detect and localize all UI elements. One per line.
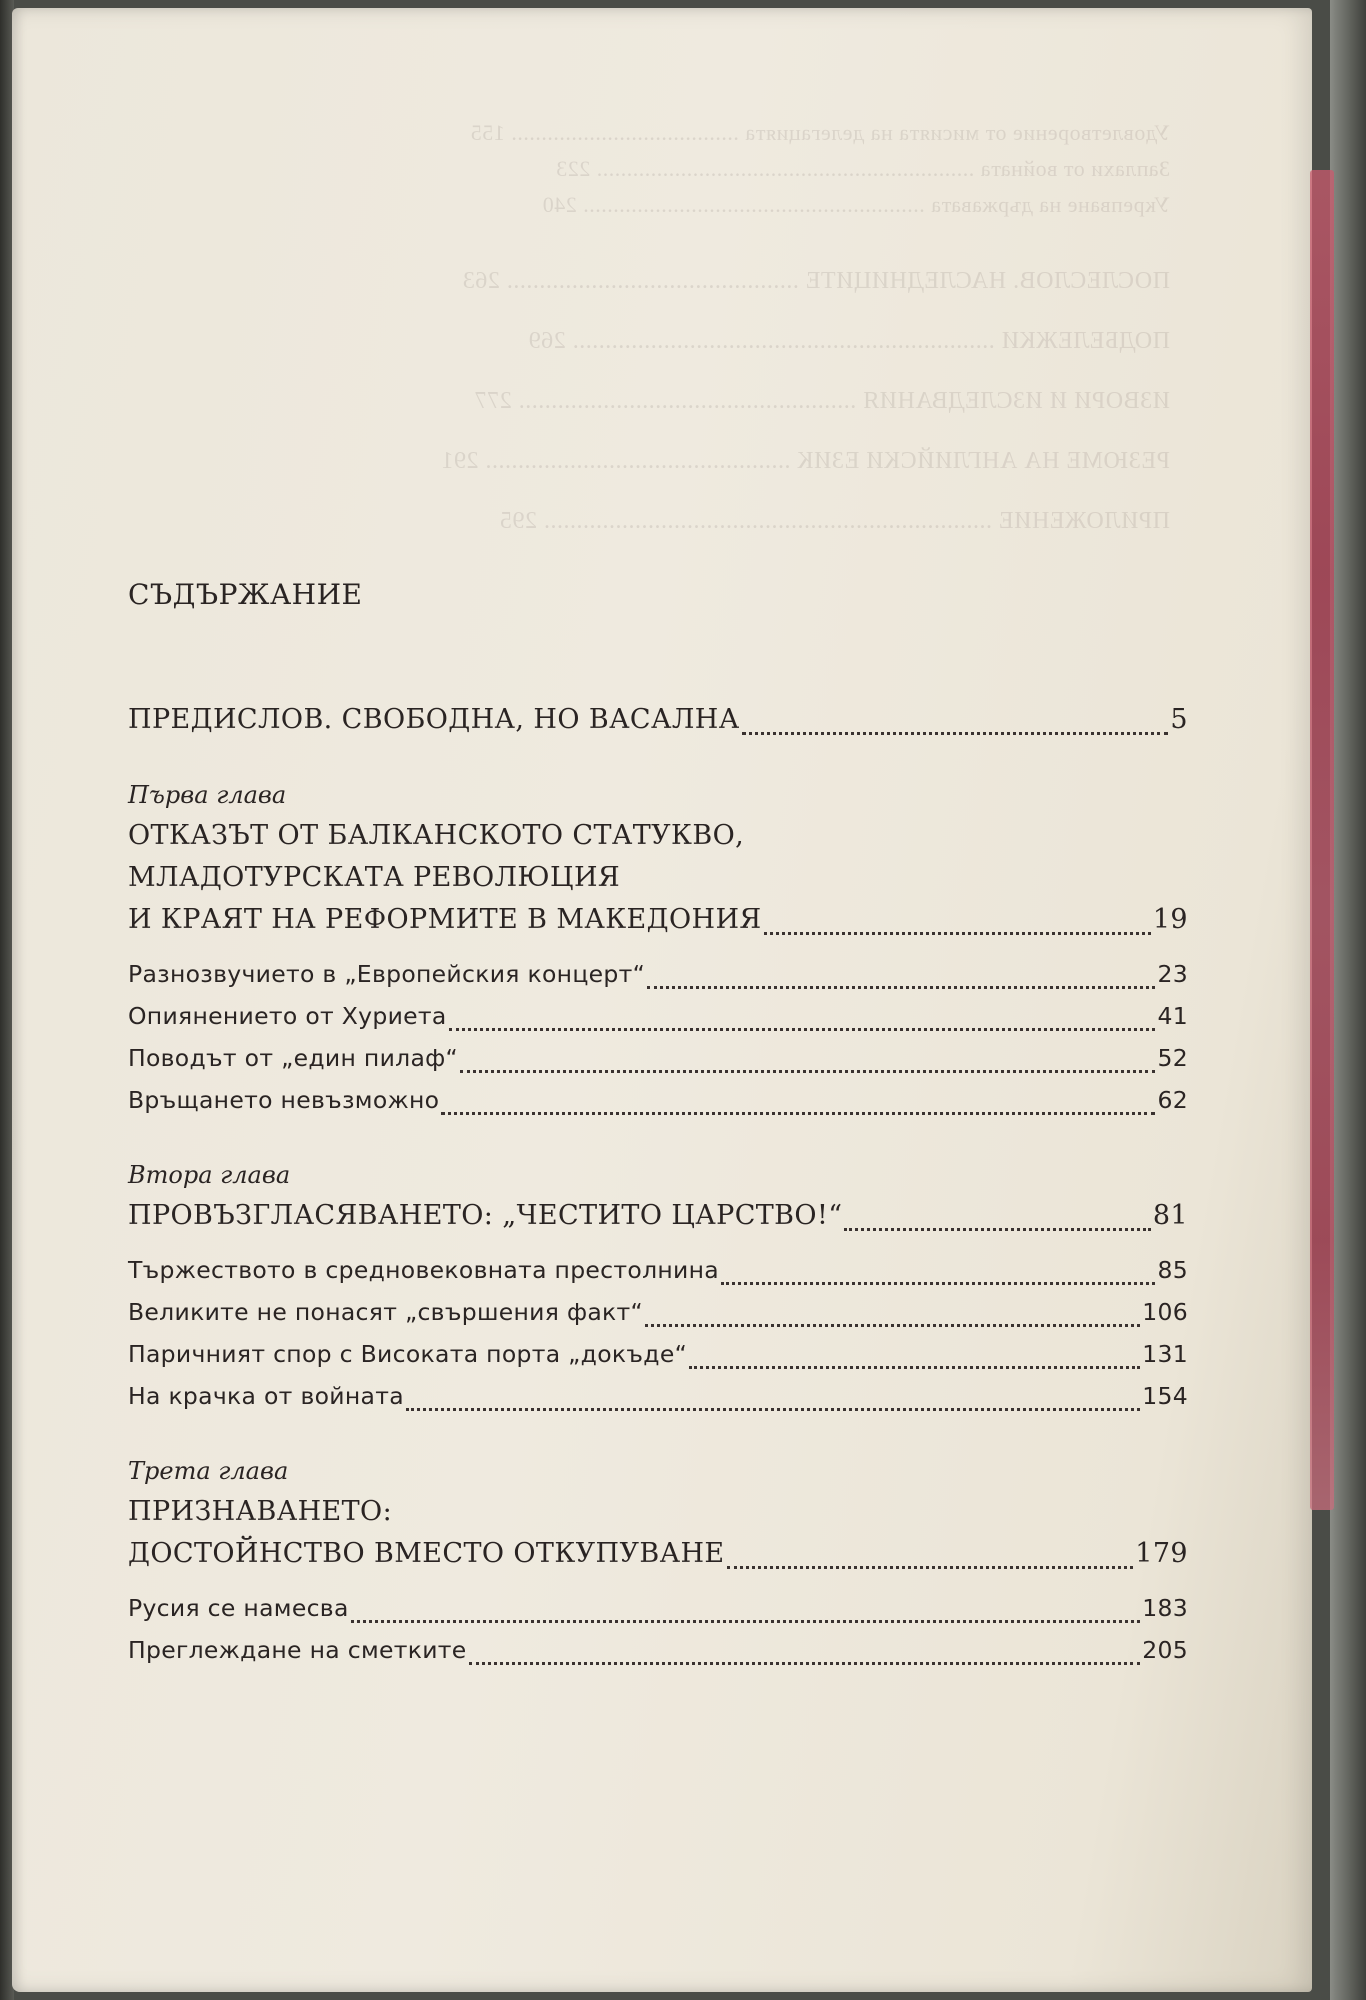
dot-leader — [742, 731, 1169, 735]
toc-entry-section[interactable] — [128, 1249, 1188, 1291]
page-number: 41 — [1157, 1002, 1188, 1030]
toc-heading: СЪДЪРЖАНИЕ — [128, 578, 363, 611]
dot-leader — [844, 1227, 1150, 1231]
dot-leader — [721, 1281, 1155, 1285]
toc-entry-section[interactable] — [128, 995, 1188, 1037]
page-number: 131 — [1142, 1340, 1188, 1368]
dot-leader — [406, 1407, 1140, 1411]
dot-leader — [727, 1565, 1134, 1569]
dot-leader — [449, 1027, 1156, 1031]
page-number: 106 — [1142, 1298, 1188, 1326]
dot-leader — [469, 1661, 1141, 1665]
page-number: 205 — [1142, 1636, 1188, 1664]
toc-entry-section[interactable] — [128, 1291, 1188, 1333]
toc-entry-section[interactable] — [128, 1375, 1188, 1417]
dot-leader — [689, 1365, 1140, 1369]
toc-entry-chapter[interactable] — [128, 1195, 1188, 1237]
red-bookmark-ribbon — [1310, 170, 1334, 1510]
chapter-title-line: ОТКАЗЪТ ОТ БАЛКАНСКОТО СТАТУКВО, — [128, 820, 745, 851]
page-number: 19 — [1152, 904, 1188, 935]
entry-title: Опиянението от Хуриета — [128, 1002, 447, 1030]
toc-entry-chapter[interactable] — [128, 899, 1188, 941]
page-number: 52 — [1157, 1044, 1188, 1072]
toc-entry-chapter[interactable] — [128, 1533, 1188, 1575]
chapter-label: Първа глава — [128, 781, 287, 809]
toc-entry-section[interactable] — [128, 1333, 1188, 1375]
entry-title: ДОСТОЙНСТВО ВМЕСТО ОТКУПУВАНЕ — [128, 1538, 725, 1569]
page-number: 81 — [1152, 1200, 1188, 1231]
toc-entry-preface[interactable] — [128, 699, 1188, 741]
entry-title: Великите не понасят „свършения факт“ — [128, 1298, 643, 1326]
dot-leader — [647, 985, 1155, 989]
entry-title: ПРЕДИСЛОВ. СВОБОДНА, НО ВАСАЛНА — [128, 704, 740, 735]
dot-leader — [351, 1619, 1141, 1623]
book-cover-edge — [1330, 0, 1366, 2000]
page-number: 85 — [1157, 1256, 1188, 1284]
page-number: 179 — [1135, 1538, 1188, 1569]
page-number: 5 — [1170, 704, 1188, 735]
toc-entry-section[interactable] — [128, 1587, 1188, 1629]
chapter-label: Трета глава — [128, 1457, 289, 1485]
dot-leader — [460, 1069, 1155, 1073]
entry-title: Поводът от „един пилаф“ — [128, 1044, 459, 1072]
entry-title: ПРОВЪЗГЛАСЯВАНЕТО: „ЧЕСТИТО ЦАРСТВО!“ — [128, 1200, 843, 1231]
entry-title: Връщането невъзможно — [128, 1086, 440, 1114]
entry-title: На крачка от войната — [128, 1382, 404, 1410]
entry-title: Разнозвучието в „Европейския концерт“ — [128, 960, 646, 988]
toc-entry-section[interactable] — [128, 953, 1188, 995]
dot-leader — [441, 1111, 1155, 1115]
toc-entry-section[interactable] — [128, 1037, 1188, 1079]
entry-title: Преглеждане на сметките — [128, 1636, 467, 1664]
dot-leader — [764, 931, 1151, 935]
page-number: 154 — [1142, 1382, 1188, 1410]
entry-title: Тържеството в средновековната престолнина — [128, 1256, 719, 1284]
entry-title: И КРАЯТ НА РЕФОРМИТЕ В МАКЕДОНИЯ — [128, 904, 762, 935]
bleed-through-text: Удовлетворение от мисията на делегацията ...................................... 155 Заплахи от войната ............................................................... 223 Укрепване на държавата ......................................................... 240 ПОСЛЕСЛОВ. НАСЛЕДНИЦИТЕ ............................................. 263 ПОДБЕЛЕЖКИ ................................................................. 269 ИЗВОРИ И ИЗСЛЕДВАНИЯ .................................................... 277 РЕЗЮМЕ НА АНГЛИЙСКИ ЕЗИК ............................................... 291 ПРИЛОЖЕНИЕ ..................................................................... 295 — [441, 120, 1170, 534]
table-of-contents — [128, 578, 1188, 1671]
entry-title: Русия се намесва — [128, 1594, 349, 1622]
page-number: 23 — [1157, 960, 1188, 988]
toc-entry-section[interactable] — [128, 1079, 1188, 1121]
chapter-label: Втора глава — [128, 1161, 291, 1189]
entry-title: Паричният спор с Високата порта „докъде“ — [128, 1340, 688, 1368]
dot-leader — [645, 1323, 1140, 1327]
chapter-title-line: ПРИЗНАВАНЕТО: — [128, 1496, 393, 1527]
page-number: 62 — [1157, 1086, 1188, 1114]
page-number: 183 — [1142, 1594, 1188, 1622]
toc-entry-section[interactable] — [128, 1629, 1188, 1671]
chapter-title-line: МЛАДОТУРСКАТА РЕВОЛЮЦИЯ — [128, 862, 621, 893]
